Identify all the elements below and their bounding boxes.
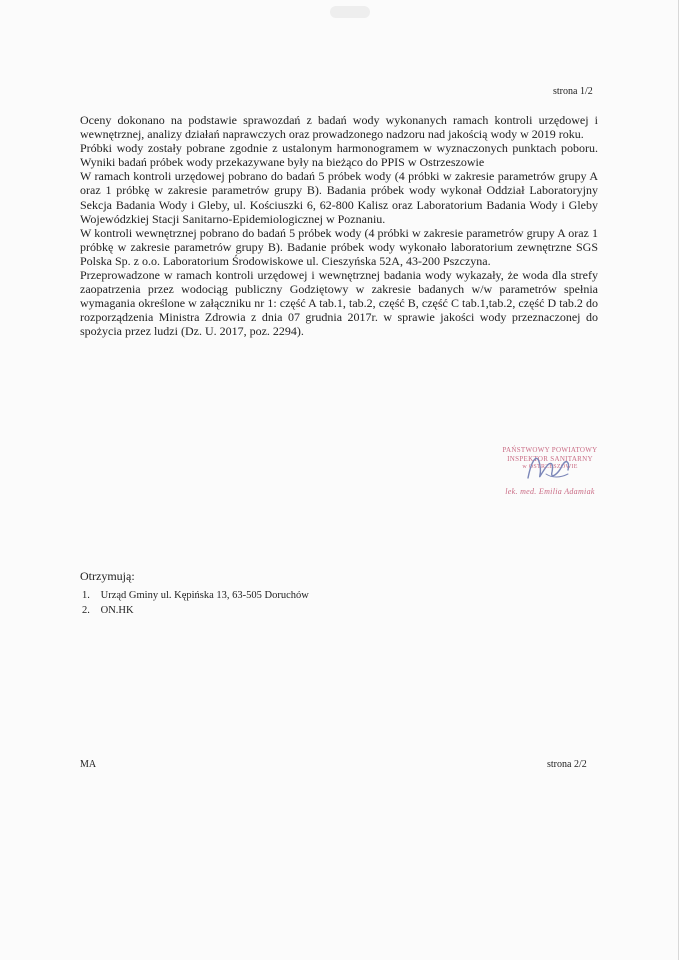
scan-smudge xyxy=(330,6,370,18)
stamp-line-2: INSPEKTOR SANITARNY xyxy=(507,455,593,463)
recipients-label: Otrzymują: xyxy=(80,569,135,583)
recipient-number: 1. xyxy=(82,590,90,601)
body-text xyxy=(80,113,598,339)
paragraph-official-control: W ramach kontroli urzędowej pobrano do badań 5 próbek wody (4 próbki w zakresie parametrów grupy A oraz 1 próbkę w zakresie parametrów grupy B). Badania próbek wody wykonał Oddział Laboratoryjny Sekcja Badania Wody i Gleby, ul. Kościuszki 6, 62-800 Kalisz oraz Laboratorium Badania Wody i Gleby Wojewódzkiej Stacji Sanitarno-Epidemiologicznej w Poznaniu. xyxy=(80,169,598,226)
author-initials: MA xyxy=(80,759,97,770)
stamp-line-1: PAŃSTWOWY POWIATOWY xyxy=(502,446,598,454)
recipients-block xyxy=(80,569,309,618)
page-number-bottom: strona 2/2 xyxy=(547,759,587,770)
recipient-item xyxy=(80,603,309,618)
page-number-top: strona 1/2 xyxy=(553,86,593,97)
stamp-line-3: w OSTRZESZOWIE xyxy=(522,464,578,470)
stamp-signatory: lek. med. Emilia Adamiak xyxy=(505,487,595,496)
handwritten-signature xyxy=(498,448,588,488)
recipient-text: Urząd Gminy ul. Kępińska 13, 63-505 Doruchów xyxy=(100,590,309,601)
paragraph-internal-control: W kontroli wewnętrznej pobrano do badań 5 próbek wody (4 próbki w zakresie parametrów grupy A oraz 1 próbkę w zakresie parametrów grupy B). Badanie próbek wody wykonało laboratorium zewnętrzne SGS Polska Sp. z o.o. Laboratorium Środowiskowe ul. Cieszyńska 52A, 43-200 Pszczyna. xyxy=(80,225,598,268)
paragraph-assessment-basis: Oceny dokonano na podstawie sprawozdań z badań wody wykonanych ramach kontroli urzędowej i wewnętrznej, analizy działań naprawczych oraz prowadzonego nadzoru nad jakością wody w 2019 roku. xyxy=(80,113,598,142)
paragraph-conclusion: Przeprowadzone w ramach kontroli urzędowej i wewnętrznej badania wody wykazały, że woda dla strefy zaopatrzenia przez wodociąg publiczny Godziętowy w zakresie badanych w/w parametrów spełnia wymagania określone w załączniku nr 1: część A tab.1, tab.2, część B, część C tab.1,tab.2, część D tab.2 do rozporządzenia Ministra Zdrowia z dnia 07 grudnia 2017r. w sprawie jakości wody przeznaczonej do spożycia przez ludzi (Dz. U. 2017, poz. 2294). xyxy=(80,268,598,339)
recipient-text: ON.HK xyxy=(100,605,134,616)
recipient-number: 2. xyxy=(82,605,90,616)
paragraph-sampling: Próbki wody zostały pobrane zgodnie z ustalonym harmonogramem w wyznaczonych punktach poboru. Wyniki badań próbek wody przekazywane były na bieżąco do PPIS w Ostrzeszowie xyxy=(80,141,598,170)
recipient-item xyxy=(80,588,309,603)
